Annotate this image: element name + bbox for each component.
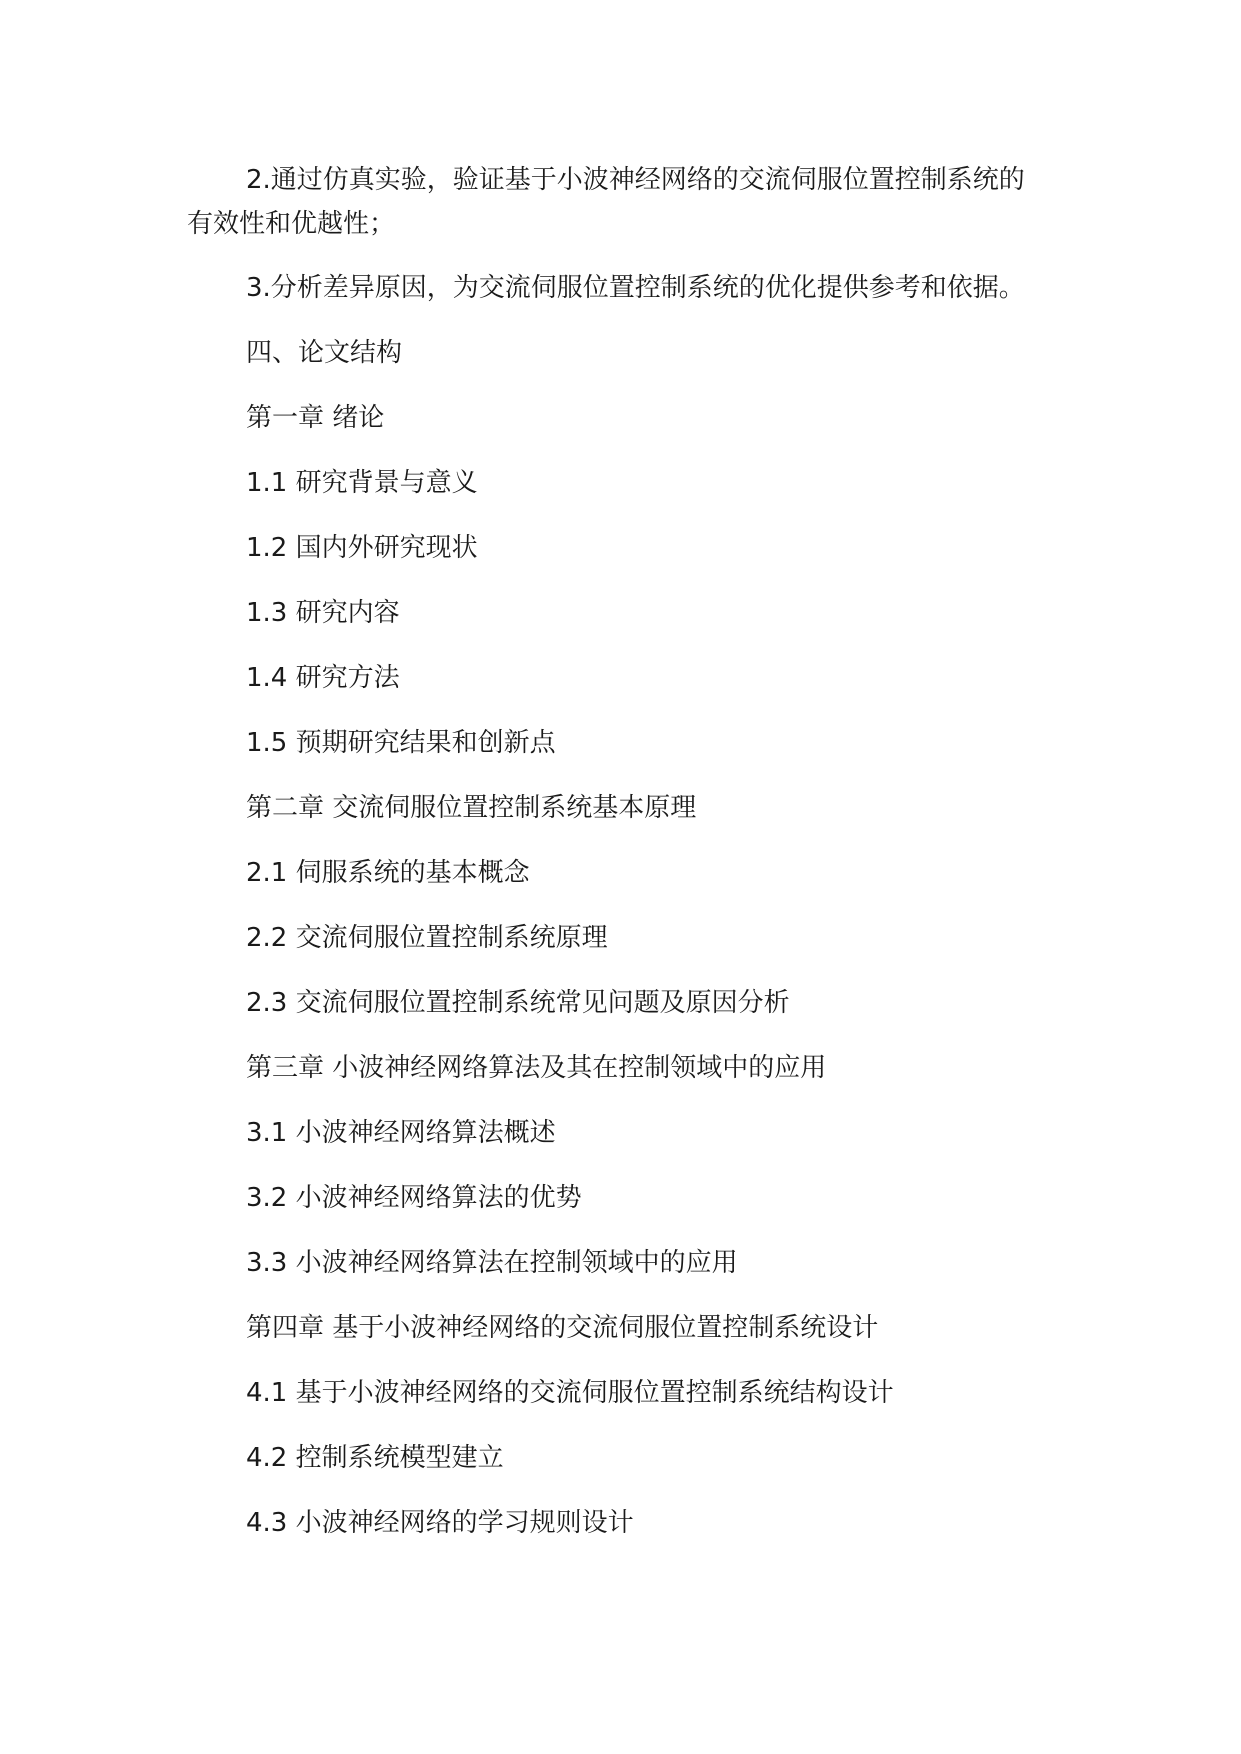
objective-paragraph-3: 3.分析差异原因，为交流伺服位置控制系统的优化提供参考和依据。 — [246, 273, 1025, 303]
section-heading: 四、论文结构 — [246, 338, 403, 368]
outline-item: 4.3 小波神经网络的学习规则设计 — [246, 1508, 634, 1538]
outline-item: 第四章 基于小波神经网络的交流伺服位置控制系统设计 — [246, 1313, 879, 1343]
outline-item: 4.1 基于小波神经网络的交流伺服位置控制系统结构设计 — [246, 1378, 894, 1408]
outline-item: 第三章 小波神经网络算法及其在控制领域中的应用 — [246, 1053, 827, 1083]
document-body — [187, 158, 1067, 1545]
outline-item: 4.2 控制系统模型建立 — [246, 1443, 504, 1473]
outline-item: 2.3 交流伺服位置控制系统常见问题及原因分析 — [246, 988, 790, 1018]
outline-item: 1.3 研究内容 — [246, 598, 400, 628]
outline-item: 1.5 预期研究结果和创新点 — [246, 728, 556, 758]
outline-item: 3.1 小波神经网络算法概述 — [246, 1118, 556, 1148]
outline-item: 1.4 研究方法 — [246, 663, 400, 693]
outline-item: 第一章 绪论 — [246, 403, 385, 433]
outline-item: 2.1 伺服系统的基本概念 — [246, 858, 530, 888]
outline-item: 第二章 交流伺服位置控制系统基本原理 — [246, 793, 697, 823]
outline-item: 1.1 研究背景与意义 — [246, 468, 478, 498]
objective-paragraph-2: 2.通过仿真实验，验证基于小波神经网络的交流伺服位置控制系统的有效性和优越性； — [187, 165, 1025, 239]
outline-item: 3.2 小波神经网络算法的优势 — [246, 1183, 582, 1213]
outline-item: 1.2 国内外研究现状 — [246, 533, 478, 563]
outline-item: 3.3 小波神经网络算法在控制领域中的应用 — [246, 1248, 738, 1278]
outline-item: 2.2 交流伺服位置控制系统原理 — [246, 923, 608, 953]
